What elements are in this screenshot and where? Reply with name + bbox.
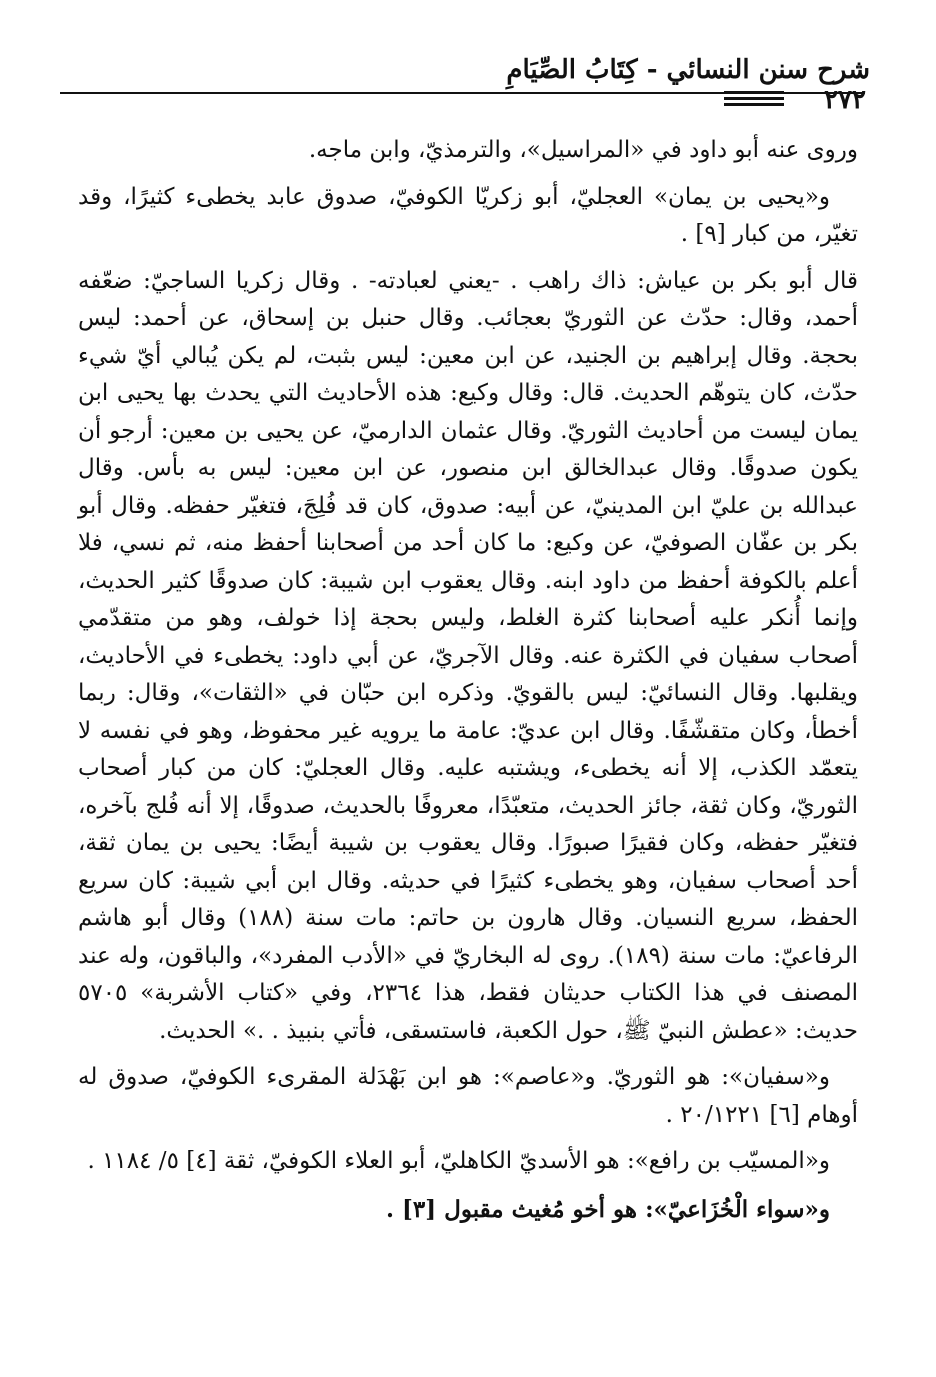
decorative-bars xyxy=(724,91,784,109)
paragraph-yahya-intro: و«يحيى بن يمان» العجليّ، أبو زكريّا الكوفيّ، صدوق عابد يخطىء كثيرًا، وقد تغيّر، من كبار [٩] . xyxy=(78,183,858,247)
paragraph-musayyab: و«المسيّب بن رافع»: هو الأسديّ الكاهليّ، أبو العلاء الكوفيّ، ثقة [٤] ٥/ ١١٨٤ . xyxy=(87,1148,830,1174)
paragraph-sufyan: و«سفيان»: هو الثوريّ. و«عاصم»: هو ابن بَهْدَلة المقرىء الكوفيّ، صدوق له أوهام [٦] ٢٠/١٢٢١ . xyxy=(78,1064,858,1128)
page-number: ٢٧٢ xyxy=(824,85,866,115)
main-text xyxy=(78,132,858,1237)
paragraph-sawa: و«سواء الْخُزَاعيّ»: هو أخو مُغيث مقبول [٣] . xyxy=(385,1195,830,1223)
page-number-area xyxy=(666,86,866,114)
paragraph-yahya-critique: قال أبو بكر بن عياش: ذاك راهب . -يعني لعبادته- . وقال زكريا الساجيّ: ضعّفه أحمد، وقال: حدّث عن الثوريّ بعجائب. وقال حنبل بن إسحاق، عن أحمد: ليس بحجة. وقال إبراهيم بن الجنيد، عن ابن معين: ليس بثبت، لم يكن يُبالي أيّ شيء حدّث، كان يتوهّم الحديث. قال: وقال وكيع: هذه الأحاديث التي يحدث بها يحيى ابن يمان ليست من أحاديث الثوريّ. وقال عثمان الدارميّ، عن يحيى بن معين: أرجو أن يكون صدوقًا. وقال عبدالخالق ابن منصور، عن ابن معين: ليس به بأس. وقال عبدالله بن عليّ ابن المدينيّ، عن أبيه: صدوق، كان قد فُلِجَ، فتغيّر حفظه. وقال أبو بكر بن عفّان الصوفيّ، عن وكيع: ما كان أحد من أصحابنا أحفظ منه، ثم نسي، فلا أعلم بالكوفة أحفظ من داود ابنه. وقال يعقوب ابن شيبة: كان صدوقًا كثير الحديث، وإنما أُنكر عليه أصحابنا كثرة الغلط، وليس بحجة إذا خولف، وهو من متقدّمي أصحاب سفيان في الكثرة عنه. وقال الآجريّ، عن أبي داود: يخطىء في الأحاديث، ويقلبها. وقال النسائيّ: ليس بالقويّ. وذكره ابن حبّان في «الثقات»، وقال: ربما أخطأ، وكان متقشّفًا. وقال ابن عديّ: عامة ما يرويه غير محفوظ، وهو في نفسه لا يتعمّد الكذب، إلا أنه يخطىء، ويشتبه عليه. وقال العجليّ: كان من كبار أصحاب الثوريّ، وكان ثقة، جائز الحديث، متعبّدًا، معروفًا بالحديث، صدوقًا، إلا أنه فُلج بآخره، فتغيّر حفظه، وكان فقيرًا صبورًا. وقال يعقوب بن شيبة أيضًا: يحيى بن يمان ثقة، أحد أصحاب سفيان، وهو يخطىء كثيرًا في حديثه. وقال ابن أبي شيبة: كان سريع الحفظ، سريع النسيان. وقال هارون بن حاتم: مات سنة (١٨٨) وقال أبو هاشم الرفاعيّ: مات سنة (١٨٩). روى له البخاريّ في «الأدب المفرد»، والباقون، وله عند المصنف في هذا الكتاب حديثان فقط، هذا ٢٣٦٤، وفي «كتاب الأشربة» ٥٧٠٥ حديث: «عطش النبيّ ﷺ، حول الكعبة، فاستسقى، فأتي بنبيذ . .» الحديث. xyxy=(78,267,858,1044)
paragraph-narrators: وروى عنه أبو داود في «المراسيل»، والترمذيّ، وابن ماجه. xyxy=(308,137,858,163)
running-title: شرح سنن النسائي - كِتَابُ الصِّيَامِ xyxy=(506,55,870,85)
